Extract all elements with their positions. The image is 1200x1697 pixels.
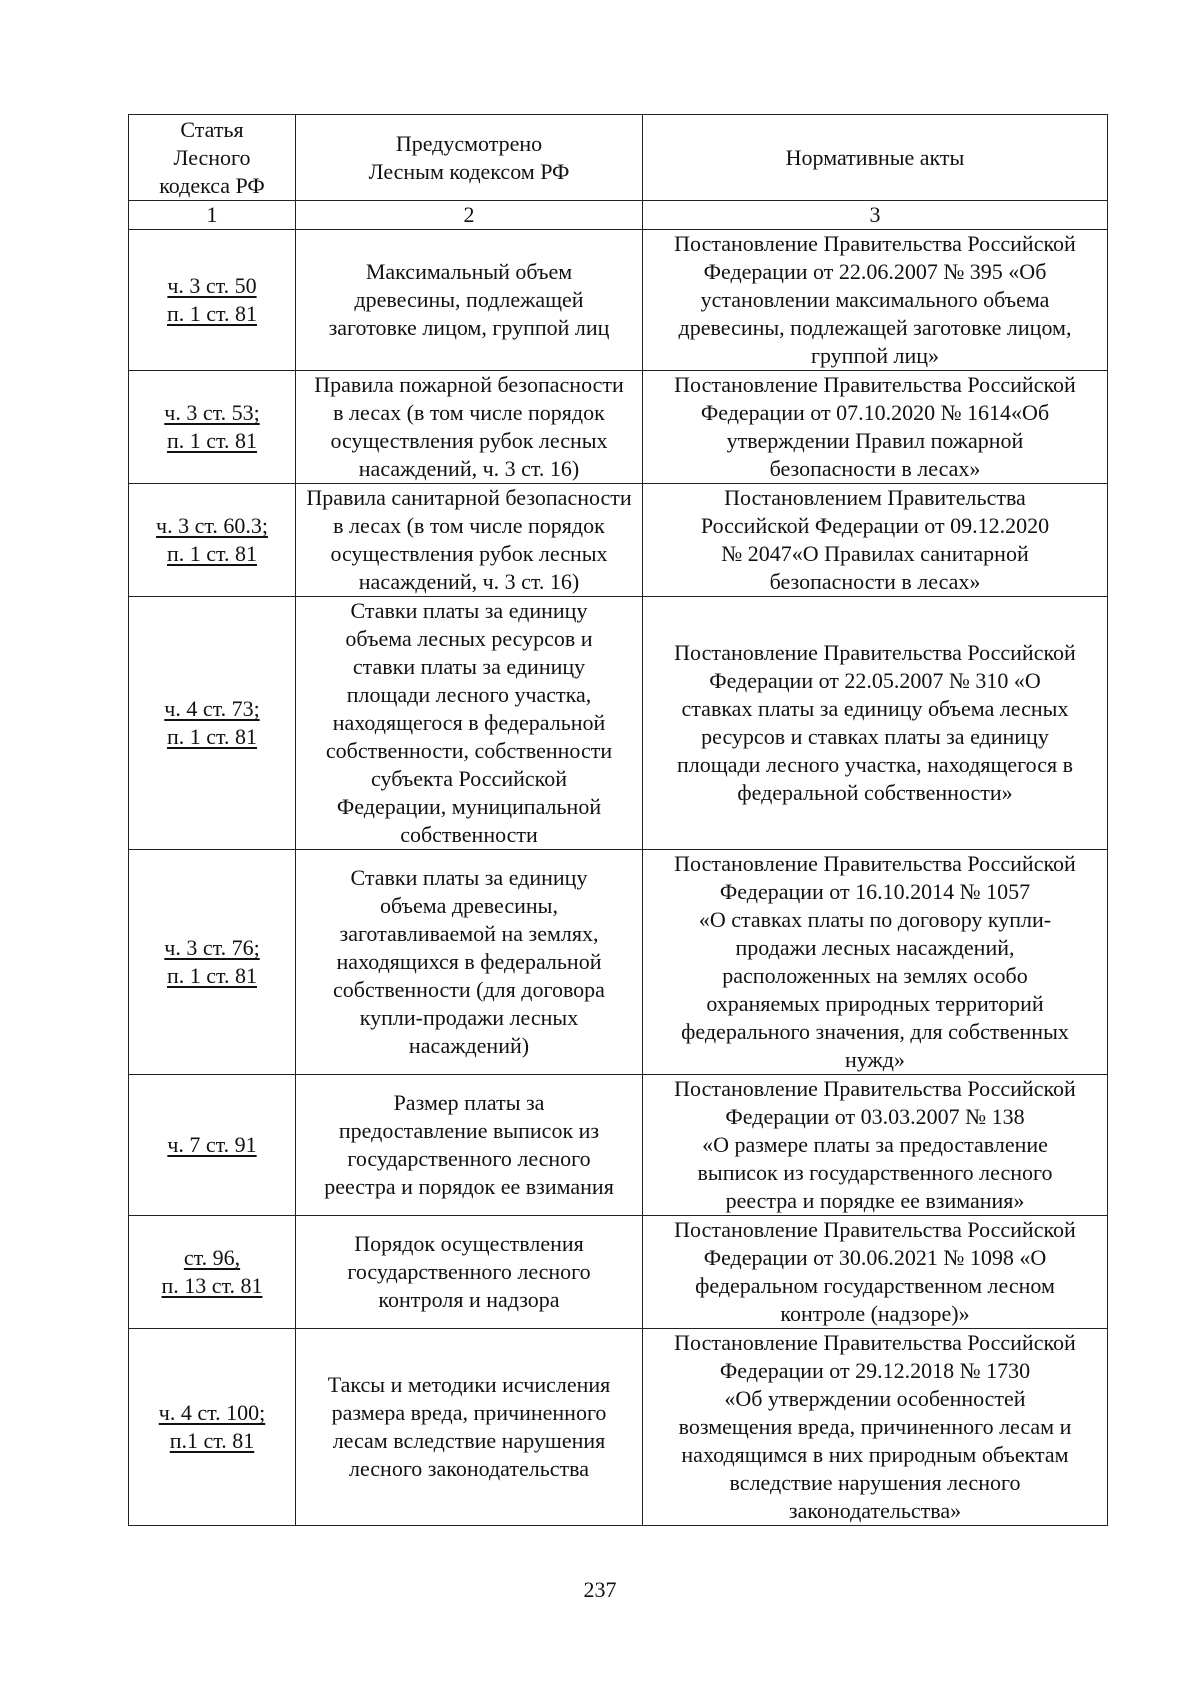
provision-cell: Максимальный объем древесины, подлежащей заготовке лицом, группой лиц xyxy=(296,230,643,371)
normative-act-cell: Постановление Правительства Российской Федерации от 29.12.2018 № 1730 «Об утверждении особенностей возмещения вреда, причиненного лесам и находящимся в них природным объектам вследствие нарушения лесного законодательства» xyxy=(643,1329,1108,1526)
provision-cell: Ставки платы за единицу объема древесины, заготавливаемой на землях, находящихся в федеральной собственности (для договора купли-продажи лесных насаждений) xyxy=(296,850,643,1075)
table-row xyxy=(129,1216,1108,1329)
legal-acts-table-container xyxy=(128,114,1107,1526)
header-provision: Предусмотрено Лесным кодексом РФ xyxy=(296,115,643,201)
article-reference-link[interactable]: п. 1 ст. 81 xyxy=(167,301,257,326)
normative-act-cell: Постановление Правительства Российской Федерации от 03.03.2007 № 138 «О размере платы за предоставление выписок из государственного лесного реестра и порядке ее взимания» xyxy=(643,1075,1108,1216)
header-row xyxy=(129,115,1108,201)
article-reference-link[interactable]: ч. 3 ст. 76; xyxy=(164,935,260,960)
article-reference-link[interactable]: п. 1 ст. 81 xyxy=(167,963,257,988)
article-reference-link[interactable]: ч. 4 ст. 100; xyxy=(158,1400,266,1425)
provision-cell: Правила санитарной безопасности в лесах (в том числе порядок осуществления рубок лесных насаждений, ч. 3 ст. 16) xyxy=(296,484,643,597)
provision-cell: Ставки платы за единицу объема лесных ресурсов и ставки платы за единицу площади лесного участка, находящегося в федеральной собственности, собственности субъекта Российской Федерации, муниципальной собственности xyxy=(296,597,643,850)
article-reference-link[interactable]: ч. 3 ст. 50 xyxy=(167,273,257,298)
article-reference-link[interactable]: п. 1 ст. 81 xyxy=(167,428,257,453)
table-row xyxy=(129,850,1108,1075)
normative-act-cell: Постановлением Правительства Российской Федерации от 09.12.2020 № 2047«О Правилах санитарной безопасности в лесах» xyxy=(643,484,1108,597)
normative-act-cell: Постановление Правительства Российской Федерации от 22.06.2007 № 395 «Об установлении максимального объема древесины, подлежащей заготовке лицом, группой лиц» xyxy=(643,230,1108,371)
column-number-2: 2 xyxy=(296,201,643,230)
normative-act-cell: Постановление Правительства Российской Федерации от 07.10.2020 № 1614«Об утверждении Правил пожарной безопасности в лесах» xyxy=(643,371,1108,484)
article-reference-link[interactable]: ст. 96, xyxy=(183,1245,241,1270)
article-cell xyxy=(129,850,296,1075)
column-number-3: 3 xyxy=(643,201,1108,230)
normative-act-cell: Постановление Правительства Российской Федерации от 22.05.2007 № 310 «О ставках платы за единицу объема лесных ресурсов и ставках платы за единицу площади лесного участка, находящегося в федеральной собственности» xyxy=(643,597,1108,850)
article-reference-link[interactable]: п. 13 ст. 81 xyxy=(161,1273,263,1298)
header-acts: Нормативные акты xyxy=(643,115,1108,201)
article-reference-link[interactable]: ч. 3 ст. 60.3; xyxy=(156,513,268,538)
table-row xyxy=(129,1075,1108,1216)
article-cell xyxy=(129,484,296,597)
table-row xyxy=(129,371,1108,484)
article-cell xyxy=(129,597,296,850)
page-number: 237 xyxy=(583,1577,617,1602)
column-number-row xyxy=(129,201,1108,230)
article-reference-link[interactable]: п. 1 ст. 81 xyxy=(167,541,257,566)
header-article: Статья Лесного кодекса РФ xyxy=(129,115,296,201)
normative-act-cell: Постановление Правительства Российской Федерации от 16.10.2014 № 1057 «О ставках платы по договору купли- продажи лесных насаждений, расположенных на землях особо охраняемых природных территорий федерального значения, для собственных нужд» xyxy=(643,850,1108,1075)
article-cell xyxy=(129,230,296,371)
table-row xyxy=(129,484,1108,597)
article-reference-link[interactable]: ч. 4 ст. 73; xyxy=(164,696,260,721)
article-cell xyxy=(129,371,296,484)
article-cell xyxy=(129,1075,296,1216)
table-row xyxy=(129,1329,1108,1526)
legal-acts-table xyxy=(128,114,1108,1526)
table-row xyxy=(129,597,1108,850)
article-reference-link[interactable]: п. 1 ст. 81 xyxy=(167,724,257,749)
article-cell xyxy=(129,1216,296,1329)
provision-cell: Таксы и методики исчисления размера вреда, причиненного лесам вследствие нарушения лесного законодательства xyxy=(296,1329,643,1526)
normative-act-cell: Постановление Правительства Российской Федерации от 30.06.2021 № 1098 «О федеральном государственном лесном контроле (надзоре)» xyxy=(643,1216,1108,1329)
column-number-1: 1 xyxy=(129,201,296,230)
provision-cell: Правила пожарной безопасности в лесах (в том числе порядок осуществления рубок лесных насаждений, ч. 3 ст. 16) xyxy=(296,371,643,484)
article-reference-link[interactable]: ч. 7 ст. 91 xyxy=(167,1132,257,1157)
article-reference-link[interactable]: ч. 3 ст. 53; xyxy=(164,400,260,425)
provision-cell: Размер платы за предоставление выписок из государственного лесного реестра и порядок ее взимания xyxy=(296,1075,643,1216)
article-reference-link[interactable]: п.1 ст. 81 xyxy=(169,1428,255,1453)
table-row xyxy=(129,230,1108,371)
provision-cell: Порядок осуществления государственного лесного контроля и надзора xyxy=(296,1216,643,1329)
article-cell xyxy=(129,1329,296,1526)
